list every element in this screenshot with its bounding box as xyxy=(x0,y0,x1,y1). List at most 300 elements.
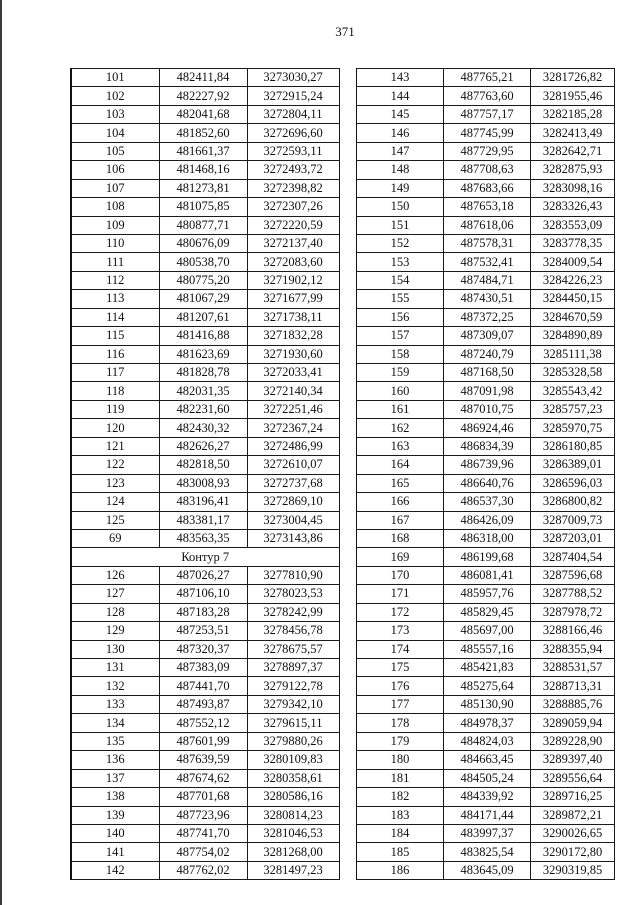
table-row xyxy=(71,474,339,492)
coordinate-x-cell: 481852,60 xyxy=(159,124,247,142)
table-row xyxy=(71,732,339,750)
coordinate-x-cell: 487484,71 xyxy=(444,271,531,289)
coordinate-x-cell: 483563,35 xyxy=(159,529,247,547)
coordinate-y-cell: 3285328,58 xyxy=(531,364,615,382)
table-row xyxy=(71,234,339,252)
coordinate-x-cell: 486537,30 xyxy=(444,493,531,511)
table-row xyxy=(71,640,339,658)
point-number-cell: 160 xyxy=(357,382,444,400)
point-number-cell: 175 xyxy=(357,659,444,677)
coordinate-y-cell: 3289872,21 xyxy=(531,806,615,824)
table-row xyxy=(71,105,339,123)
coordinate-y-cell: 3287596,68 xyxy=(531,566,615,584)
table-row xyxy=(71,216,339,234)
coordinate-y-cell: 3273004,45 xyxy=(247,511,339,529)
coordinate-y-cell: 3272398,82 xyxy=(247,179,339,197)
table-row xyxy=(71,437,339,455)
table-row xyxy=(357,124,615,142)
coordinate-y-cell: 3272367,24 xyxy=(247,419,339,437)
coordinate-y-cell: 3272493,72 xyxy=(247,161,339,179)
table-row xyxy=(71,511,339,529)
table-row xyxy=(357,511,615,529)
point-number-cell: 126 xyxy=(71,566,159,584)
point-number-cell: 149 xyxy=(357,179,444,197)
point-number-cell: 138 xyxy=(71,788,159,806)
coordinate-y-cell: 3286389,01 xyxy=(531,456,615,474)
table-row xyxy=(357,382,615,400)
table-row xyxy=(71,290,339,308)
table-row xyxy=(71,751,339,769)
table-row xyxy=(71,345,339,363)
table-row xyxy=(71,659,339,677)
table-row xyxy=(357,843,615,861)
coordinate-x-cell: 487601,99 xyxy=(159,732,247,750)
point-number-cell: 137 xyxy=(71,769,159,787)
point-number-cell: 171 xyxy=(357,585,444,603)
table-row xyxy=(357,769,615,787)
table-row xyxy=(71,161,339,179)
coordinate-y-cell: 3290319,85 xyxy=(531,861,615,879)
coordinate-y-cell: 3272220,59 xyxy=(247,216,339,234)
coordinate-y-cell: 3283098,16 xyxy=(531,179,615,197)
table-row xyxy=(357,788,615,806)
coordinate-y-cell: 3278456,78 xyxy=(247,622,339,640)
coordinate-x-cell: 482818,50 xyxy=(159,456,247,474)
coordinate-x-cell: 481828,78 xyxy=(159,364,247,382)
coordinate-y-cell: 3273030,27 xyxy=(247,69,339,87)
table-row xyxy=(71,456,339,474)
point-number-cell: 107 xyxy=(71,179,159,197)
coordinate-y-cell: 3282185,28 xyxy=(531,105,615,123)
table-row xyxy=(357,732,615,750)
coordinate-y-cell: 3283553,09 xyxy=(531,216,615,234)
point-number-cell: 156 xyxy=(357,308,444,326)
coordinate-y-cell: 3285543,42 xyxy=(531,382,615,400)
point-number-cell: 143 xyxy=(357,69,444,87)
coordinate-y-cell: 3289397,40 xyxy=(531,751,615,769)
coordinate-y-cell: 3283326,43 xyxy=(531,198,615,216)
point-number-cell: 133 xyxy=(71,695,159,713)
coordinate-x-cell: 487701,68 xyxy=(159,788,247,806)
table-row xyxy=(357,87,615,105)
coordinate-y-cell: 3288166,46 xyxy=(531,622,615,640)
point-number-cell: 116 xyxy=(71,345,159,363)
coordinate-x-cell: 487741,70 xyxy=(159,824,247,842)
point-number-cell: 124 xyxy=(71,493,159,511)
point-number-cell: 169 xyxy=(357,548,444,566)
coordinate-x-cell: 487383,09 xyxy=(159,659,247,677)
coordinate-y-cell: 3288713,31 xyxy=(531,677,615,695)
coordinate-x-cell: 486924,46 xyxy=(444,419,531,437)
coordinate-x-cell: 487763,60 xyxy=(444,87,531,105)
table-row xyxy=(71,788,339,806)
table-row xyxy=(357,861,615,879)
point-number-cell: 145 xyxy=(357,105,444,123)
coordinate-x-cell: 486199,68 xyxy=(444,548,531,566)
table-row xyxy=(357,456,615,474)
point-number-cell: 115 xyxy=(71,327,159,345)
coordinate-x-cell: 485421,83 xyxy=(444,659,531,677)
coordinate-x-cell: 486739,96 xyxy=(444,456,531,474)
coordinate-y-cell: 3272737,68 xyxy=(247,474,339,492)
table-row xyxy=(357,474,615,492)
coordinate-y-cell: 3279122,78 xyxy=(247,677,339,695)
table-row xyxy=(71,253,339,271)
table-row xyxy=(357,622,615,640)
point-number-cell: 123 xyxy=(71,474,159,492)
point-number-cell: 167 xyxy=(357,511,444,529)
point-number-cell: 159 xyxy=(357,364,444,382)
point-number-cell: 119 xyxy=(71,400,159,418)
coordinate-y-cell: 3288531,57 xyxy=(531,659,615,677)
coordinate-x-cell: 483825,54 xyxy=(444,843,531,861)
point-number-cell: 140 xyxy=(71,824,159,842)
point-number-cell: 152 xyxy=(357,234,444,252)
coordinate-y-cell: 3272251,46 xyxy=(247,400,339,418)
table-row xyxy=(71,769,339,787)
coordinate-y-cell: 3272610,07 xyxy=(247,456,339,474)
point-number-cell: 162 xyxy=(357,419,444,437)
point-number-cell: 168 xyxy=(357,529,444,547)
table-row xyxy=(71,861,339,879)
coordinate-x-cell: 484824,03 xyxy=(444,732,531,750)
point-number-cell: 153 xyxy=(357,253,444,271)
table-row xyxy=(71,824,339,842)
point-number-cell: 158 xyxy=(357,345,444,363)
coordinate-x-cell: 487762,02 xyxy=(159,861,247,879)
table-row xyxy=(71,714,339,732)
coordinate-y-cell: 3287404,54 xyxy=(531,548,615,566)
coordinate-x-cell: 487372,25 xyxy=(444,308,531,326)
coordinate-y-cell: 3285757,23 xyxy=(531,400,615,418)
page-number: 371 xyxy=(335,24,355,39)
table-row xyxy=(357,751,615,769)
coordinate-y-cell: 3279880,26 xyxy=(247,732,339,750)
point-number-cell: 147 xyxy=(357,142,444,160)
point-number-cell: 136 xyxy=(71,751,159,769)
point-number-cell: 184 xyxy=(357,824,444,842)
coordinate-x-cell: 481273,81 xyxy=(159,179,247,197)
coordinate-x-cell: 480775,20 xyxy=(159,271,247,289)
table-row xyxy=(71,400,339,418)
point-number-cell: 125 xyxy=(71,511,159,529)
point-number-cell: 109 xyxy=(71,216,159,234)
table-row xyxy=(357,437,615,455)
coordinate-x-cell: 487240,79 xyxy=(444,345,531,363)
coordinate-x-cell: 484339,92 xyxy=(444,788,531,806)
point-number-cell: 134 xyxy=(71,714,159,732)
point-number-cell: 128 xyxy=(71,603,159,621)
coordinate-y-cell: 3289716,25 xyxy=(531,788,615,806)
table-body xyxy=(357,69,615,880)
coordinate-x-cell: 486834,39 xyxy=(444,437,531,455)
coordinate-x-cell: 487754,02 xyxy=(159,843,247,861)
table-row xyxy=(71,364,339,382)
table-row xyxy=(357,585,615,603)
point-number-cell: 110 xyxy=(71,234,159,252)
table-row xyxy=(71,806,339,824)
coordinate-y-cell: 3281955,46 xyxy=(531,87,615,105)
coordinate-x-cell: 483645,09 xyxy=(444,861,531,879)
coordinate-x-cell: 485275,64 xyxy=(444,677,531,695)
coordinate-y-cell: 3284890,89 xyxy=(531,327,615,345)
coordinate-y-cell: 3286596,03 xyxy=(531,474,615,492)
point-number-cell: 131 xyxy=(71,659,159,677)
coordinate-y-cell: 3282875,93 xyxy=(531,161,615,179)
table-row xyxy=(357,161,615,179)
table-row xyxy=(71,327,339,345)
coordinate-y-cell: 3282413,49 xyxy=(531,124,615,142)
coordinate-x-cell: 483381,17 xyxy=(159,511,247,529)
coordinate-x-cell: 482041,68 xyxy=(159,105,247,123)
coordinate-y-cell: 3272869,10 xyxy=(247,493,339,511)
coordinate-x-cell: 487430,51 xyxy=(444,290,531,308)
table-row xyxy=(357,271,615,289)
coordinate-x-cell: 487674,62 xyxy=(159,769,247,787)
coordinate-y-cell: 3271738,11 xyxy=(247,308,339,326)
table-row xyxy=(357,419,615,437)
coordinate-y-cell: 3279342,10 xyxy=(247,695,339,713)
coordinate-y-cell: 3272140,34 xyxy=(247,382,339,400)
coordinate-y-cell: 3272804,11 xyxy=(247,105,339,123)
coordinate-x-cell: 482227,92 xyxy=(159,87,247,105)
point-number-cell: 122 xyxy=(71,456,159,474)
table-row xyxy=(357,105,615,123)
point-number-cell: 183 xyxy=(357,806,444,824)
coordinate-x-cell: 481207,61 xyxy=(159,308,247,326)
coordinate-x-cell: 487091,98 xyxy=(444,382,531,400)
coordinate-x-cell: 487683,66 xyxy=(444,179,531,197)
coordinate-x-cell: 487618,06 xyxy=(444,216,531,234)
coordinate-y-cell: 3280358,61 xyxy=(247,769,339,787)
coordinate-x-cell: 481661,37 xyxy=(159,142,247,160)
coordinate-x-cell: 487578,31 xyxy=(444,234,531,252)
coordinate-x-cell: 481067,29 xyxy=(159,290,247,308)
point-number-cell: 127 xyxy=(71,585,159,603)
point-number-cell: 165 xyxy=(357,474,444,492)
coordinate-x-cell: 487320,37 xyxy=(159,640,247,658)
coordinate-y-cell: 3284009,54 xyxy=(531,253,615,271)
table-row xyxy=(71,87,339,105)
point-number-cell: 181 xyxy=(357,769,444,787)
table-row xyxy=(357,253,615,271)
table-row xyxy=(71,529,339,547)
coordinate-y-cell: 3281268,00 xyxy=(247,843,339,861)
table-row xyxy=(357,529,615,547)
coordinate-x-cell: 480538,70 xyxy=(159,253,247,271)
coordinate-y-cell: 3281497,23 xyxy=(247,861,339,879)
point-number-cell: 180 xyxy=(357,751,444,769)
point-number-cell: 142 xyxy=(71,861,159,879)
coordinate-x-cell: 483196,41 xyxy=(159,493,247,511)
coordinate-x-cell: 480877,71 xyxy=(159,216,247,234)
table-row xyxy=(357,290,615,308)
coordinate-x-cell: 487653,18 xyxy=(444,198,531,216)
point-number-cell: 172 xyxy=(357,603,444,621)
coordinate-y-cell: 3285970,75 xyxy=(531,419,615,437)
point-number-cell: 185 xyxy=(357,843,444,861)
table-row xyxy=(71,382,339,400)
coordinate-x-cell: 484663,45 xyxy=(444,751,531,769)
coordinate-y-cell: 3279615,11 xyxy=(247,714,339,732)
coordinate-y-cell: 3288885,76 xyxy=(531,695,615,713)
table-row xyxy=(357,714,615,732)
point-number-cell: 141 xyxy=(71,843,159,861)
point-number-cell: 69 xyxy=(71,529,159,547)
coordinate-y-cell: 3287009,73 xyxy=(531,511,615,529)
table-row xyxy=(71,179,339,197)
table-row xyxy=(357,659,615,677)
coordinate-y-cell: 3272915,24 xyxy=(247,87,339,105)
coordinate-y-cell: 3271677,99 xyxy=(247,290,339,308)
coordinate-x-cell: 484978,37 xyxy=(444,714,531,732)
coordinate-y-cell: 3286800,82 xyxy=(531,493,615,511)
coordinate-y-cell: 3271930,60 xyxy=(247,345,339,363)
point-number-cell: 114 xyxy=(71,308,159,326)
coordinate-x-cell: 485130,90 xyxy=(444,695,531,713)
point-number-cell: 130 xyxy=(71,640,159,658)
table-row xyxy=(71,142,339,160)
coordinate-x-cell: 485957,76 xyxy=(444,585,531,603)
point-number-cell: 139 xyxy=(71,806,159,824)
point-number-cell: 157 xyxy=(357,327,444,345)
coordinates-table-right xyxy=(356,68,615,880)
table-row xyxy=(71,308,339,326)
coordinate-x-cell: 487026,27 xyxy=(159,566,247,584)
coordinate-x-cell: 486081,41 xyxy=(444,566,531,584)
coordinate-y-cell: 3280814,23 xyxy=(247,806,339,824)
point-number-cell: 151 xyxy=(357,216,444,234)
coordinate-x-cell: 486318,00 xyxy=(444,529,531,547)
coordinate-x-cell: 480676,09 xyxy=(159,234,247,252)
table-row xyxy=(357,308,615,326)
table-row xyxy=(71,603,339,621)
point-number-cell: 186 xyxy=(357,861,444,879)
coordinate-y-cell: 3284670,59 xyxy=(531,308,615,326)
point-number-cell: 144 xyxy=(357,87,444,105)
point-number-cell: 170 xyxy=(357,566,444,584)
table-row xyxy=(71,843,339,861)
coordinate-y-cell: 3281046,53 xyxy=(247,824,339,842)
coordinate-y-cell: 3281726,82 xyxy=(531,69,615,87)
point-number-cell: 150 xyxy=(357,198,444,216)
point-number-cell: 101 xyxy=(71,69,159,87)
table-row xyxy=(357,69,615,87)
point-number-cell: 174 xyxy=(357,640,444,658)
point-number-cell: 176 xyxy=(357,677,444,695)
coordinate-y-cell: 3287978,72 xyxy=(531,603,615,621)
coordinate-y-cell: 3272486,99 xyxy=(247,437,339,455)
coordinate-x-cell: 483997,37 xyxy=(444,824,531,842)
coordinate-x-cell: 485697,00 xyxy=(444,622,531,640)
coordinate-y-cell: 3289059,94 xyxy=(531,714,615,732)
coordinate-y-cell: 3285111,38 xyxy=(531,345,615,363)
section-row xyxy=(71,548,339,566)
point-number-cell: 118 xyxy=(71,382,159,400)
point-number-cell: 148 xyxy=(357,161,444,179)
point-number-cell: 117 xyxy=(71,364,159,382)
table-row xyxy=(71,124,339,142)
coordinate-x-cell: 482031,35 xyxy=(159,382,247,400)
table-row xyxy=(71,69,339,87)
coordinate-y-cell: 3284226,23 xyxy=(531,271,615,289)
coordinate-x-cell: 481623,69 xyxy=(159,345,247,363)
coordinate-y-cell: 3280586,16 xyxy=(247,788,339,806)
table-row xyxy=(357,142,615,160)
coordinate-y-cell: 3287788,52 xyxy=(531,585,615,603)
point-number-cell: 132 xyxy=(71,677,159,695)
coordinate-x-cell: 487757,17 xyxy=(444,105,531,123)
table-row xyxy=(357,198,615,216)
point-number-cell: 104 xyxy=(71,124,159,142)
table-row xyxy=(357,400,615,418)
table-row xyxy=(357,677,615,695)
point-number-cell: 121 xyxy=(71,437,159,455)
point-number-cell: 182 xyxy=(357,788,444,806)
coordinate-y-cell: 3283778,35 xyxy=(531,234,615,252)
coordinate-x-cell: 487441,70 xyxy=(159,677,247,695)
coordinate-x-cell: 485557,16 xyxy=(444,640,531,658)
point-number-cell: 111 xyxy=(71,253,159,271)
table-row xyxy=(357,345,615,363)
table-row xyxy=(71,585,339,603)
table-row xyxy=(71,566,339,584)
coordinate-x-cell: 482430,32 xyxy=(159,419,247,437)
point-number-cell: 112 xyxy=(71,271,159,289)
coordinates-table-left xyxy=(70,68,340,880)
coordinate-y-cell: 3284450,15 xyxy=(531,290,615,308)
point-number-cell: 135 xyxy=(71,732,159,750)
table-row xyxy=(71,493,339,511)
coordinate-x-cell: 482411,84 xyxy=(159,69,247,87)
coordinate-x-cell: 482231,60 xyxy=(159,400,247,418)
section-title-cell: Контур 7 xyxy=(71,548,339,566)
coordinate-y-cell: 3289228,90 xyxy=(531,732,615,750)
table-row xyxy=(71,622,339,640)
point-number-cell: 105 xyxy=(71,142,159,160)
table-row xyxy=(357,824,615,842)
point-number-cell: 102 xyxy=(71,87,159,105)
point-number-cell: 113 xyxy=(71,290,159,308)
point-number-cell: 106 xyxy=(71,161,159,179)
coordinate-x-cell: 481075,85 xyxy=(159,198,247,216)
point-number-cell: 103 xyxy=(71,105,159,123)
coordinate-y-cell: 3272083,60 xyxy=(247,253,339,271)
coordinate-x-cell: 487723,96 xyxy=(159,806,247,824)
coordinate-y-cell: 3286180,85 xyxy=(531,437,615,455)
coordinate-x-cell: 481416,88 xyxy=(159,327,247,345)
coordinate-x-cell: 487639,59 xyxy=(159,751,247,769)
table-row xyxy=(357,806,615,824)
coordinate-y-cell: 3280109,83 xyxy=(247,751,339,769)
point-number-cell: 146 xyxy=(357,124,444,142)
point-number-cell: 155 xyxy=(357,290,444,308)
coordinate-x-cell: 487532,41 xyxy=(444,253,531,271)
coordinate-y-cell: 3278242,99 xyxy=(247,603,339,621)
coordinate-y-cell: 3272137,40 xyxy=(247,234,339,252)
table-row xyxy=(357,566,615,584)
table-row xyxy=(357,548,615,566)
point-number-cell: 177 xyxy=(357,695,444,713)
table-row xyxy=(357,364,615,382)
coordinate-y-cell: 3272696,60 xyxy=(247,124,339,142)
coordinate-y-cell: 3278675,57 xyxy=(247,640,339,658)
table-body xyxy=(71,69,339,880)
coordinate-x-cell: 484171,44 xyxy=(444,806,531,824)
coordinate-x-cell: 487168,50 xyxy=(444,364,531,382)
coordinate-x-cell: 482626,27 xyxy=(159,437,247,455)
coordinate-y-cell: 3289556,64 xyxy=(531,769,615,787)
